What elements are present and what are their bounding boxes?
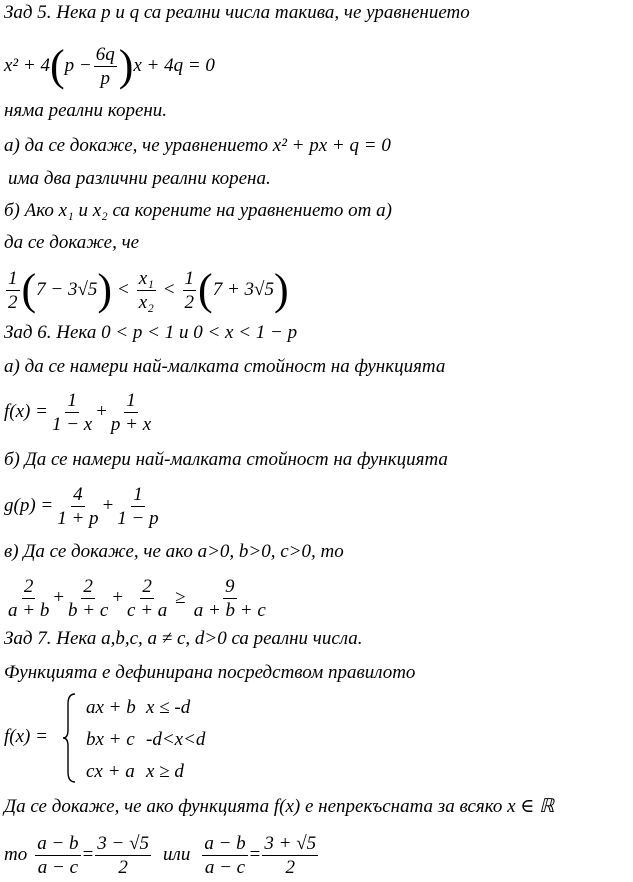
cond-3: x ≥ d — [146, 761, 184, 782]
c-t4-den: a + b + c — [193, 599, 266, 621]
f-t2-den: p + x — [110, 413, 152, 435]
g-label: g(p) = — [4, 495, 54, 516]
greater-equal: ≥ — [175, 587, 186, 608]
half-num: 1 — [184, 267, 195, 289]
half-den: 2 — [8, 291, 18, 313]
p5-eq-left: x² + 4 — [4, 55, 50, 76]
c-t3-den: c + a — [127, 599, 168, 621]
r1-value-num: 3 − √5 — [97, 832, 150, 854]
c-t1-den: a + b — [8, 599, 50, 621]
g-t2-den: 1 − p — [117, 507, 159, 529]
p5-no-roots: няма реални корени. — [4, 100, 168, 121]
c-term-3 — [125, 577, 169, 620]
p6-part-c: в) Да се докаже, че ако a>0, b>0, c>0, то — [4, 541, 344, 562]
r2-den: a − c — [204, 856, 246, 878]
r2-num: a − b — [204, 832, 246, 854]
or-word: или — [163, 844, 191, 865]
problem-7-title: Зад 7. Нека a,b,c, a ≠ c, d>0 са реални числа. — [4, 628, 363, 649]
g-t1-den: 1 + p — [57, 507, 99, 529]
r1-num: a − b — [37, 832, 79, 854]
f-t2-num: 1 — [126, 389, 136, 411]
p6-c-inequality — [4, 572, 270, 624]
less-than: < — [163, 279, 175, 300]
p5-eq-paren-a: p − — [64, 55, 92, 76]
plus: + — [112, 587, 124, 608]
p5-part-b: б) Ако x₁ и x₂ са корените на уравнението от а) — [4, 200, 392, 221]
c-t3-num: 2 — [142, 575, 152, 597]
c-term-1 — [6, 577, 51, 620]
r2-value-num: 3 + √5 — [264, 832, 317, 854]
g-term-1 — [55, 485, 100, 528]
p5-eq-fraction — [94, 45, 117, 88]
p7-result — [4, 830, 320, 880]
r2-value-den: 2 — [285, 856, 295, 878]
problem-6-title: Зад 6. Нека 0 < p < 1 и 0 < x < 1 − p — [4, 322, 298, 343]
p5-eq-frac-num: 6q — [95, 43, 115, 65]
p5-inequality: $\frac{1}{2}$ ( 7 − 3√5 ) < $\frac{\text{x₁}}{\text{x₂}}$ < $\frac{1}{2}$ ( 7 + 3√5 ) — [8, 265, 289, 314]
half-fraction — [183, 269, 197, 312]
f-label: f(x) = — [4, 401, 48, 422]
p5-part-a-cont: има два различни реални корена. — [8, 168, 271, 189]
c-t2-num: 2 — [83, 575, 93, 597]
plus: + — [53, 587, 65, 608]
p6-g-formula — [4, 480, 163, 532]
case-3: cx + a — [86, 761, 135, 782]
case-2: bx + c — [86, 729, 135, 750]
f-term-2 — [109, 391, 153, 434]
half-den: 2 — [184, 291, 195, 313]
g-term-2 — [115, 485, 160, 528]
then-word: то — [4, 844, 28, 865]
less-than: < — [118, 279, 129, 300]
r2-value — [262, 834, 318, 877]
p7-prove: Да се докаже, че ако функцията f(x) е непрекъсната за всяко x ∈ ℝ — [4, 796, 555, 817]
f-t1-num: 1 — [67, 389, 77, 411]
p5-eq-frac-den: p — [100, 67, 110, 89]
p5-eq-right: x + 4q = 0 — [133, 55, 215, 76]
p7-definition: Функцията е дефинирана посредством правилото — [4, 662, 416, 683]
p6-part-b: б) Да се намери най-малката стойност на функцията — [4, 449, 448, 470]
cond-1: x ≤ -d — [146, 697, 191, 718]
f-t1-den: 1 − x — [51, 413, 93, 435]
p6-f-formula — [4, 386, 155, 438]
cond-2: -d<x<d — [146, 729, 206, 750]
ineq-right: 7 + 3√5 — [212, 279, 274, 300]
x-ratio-num: x₁ — [138, 267, 154, 289]
case-1: ax + b — [86, 697, 136, 718]
p6-part-a: а) да се намери най-малката стойност на функцията — [4, 356, 446, 377]
equals: = — [249, 844, 261, 865]
c-term-2 — [66, 577, 110, 620]
c-term-4 — [192, 577, 268, 620]
plus: + — [96, 401, 107, 422]
f-term-1 — [50, 391, 94, 434]
x-ratio-den: x₂ — [138, 291, 154, 313]
ineq-left: 7 − 3√5 — [36, 279, 98, 300]
p5-equation: x² + 4 ( p − $\frac{6q}{p}$ ) x + 4q = 0 — [4, 41, 215, 90]
g-t1-num: 4 — [73, 483, 83, 505]
c-t2-den: b + c — [68, 599, 109, 621]
r1-value — [95, 834, 151, 877]
r1-value-den: 2 — [118, 856, 128, 878]
c-t1-num: 2 — [23, 575, 34, 597]
p7-f-label: f(x) = — [4, 726, 48, 747]
half-num: 1 — [8, 267, 18, 289]
equals: = — [82, 844, 94, 865]
r1-den: a − c — [37, 856, 79, 878]
c-t4-num: 9 — [225, 575, 235, 597]
p5-part-b-cont: да се докаже, че — [4, 232, 140, 253]
p5-part-a: а) да се докаже, че уравнението x² + px + q = 0 — [4, 135, 391, 156]
left-brace-icon — [62, 692, 78, 784]
r1-ratio — [35, 834, 80, 877]
x-ratio — [137, 269, 156, 312]
problem-5-title: Зад 5. Нека p и q са реални числа такива, че уравнението — [4, 2, 470, 23]
g-t2-num: 1 — [133, 483, 143, 505]
half-fraction — [6, 269, 20, 312]
r2-ratio — [202, 834, 247, 877]
plus: + — [102, 495, 114, 516]
